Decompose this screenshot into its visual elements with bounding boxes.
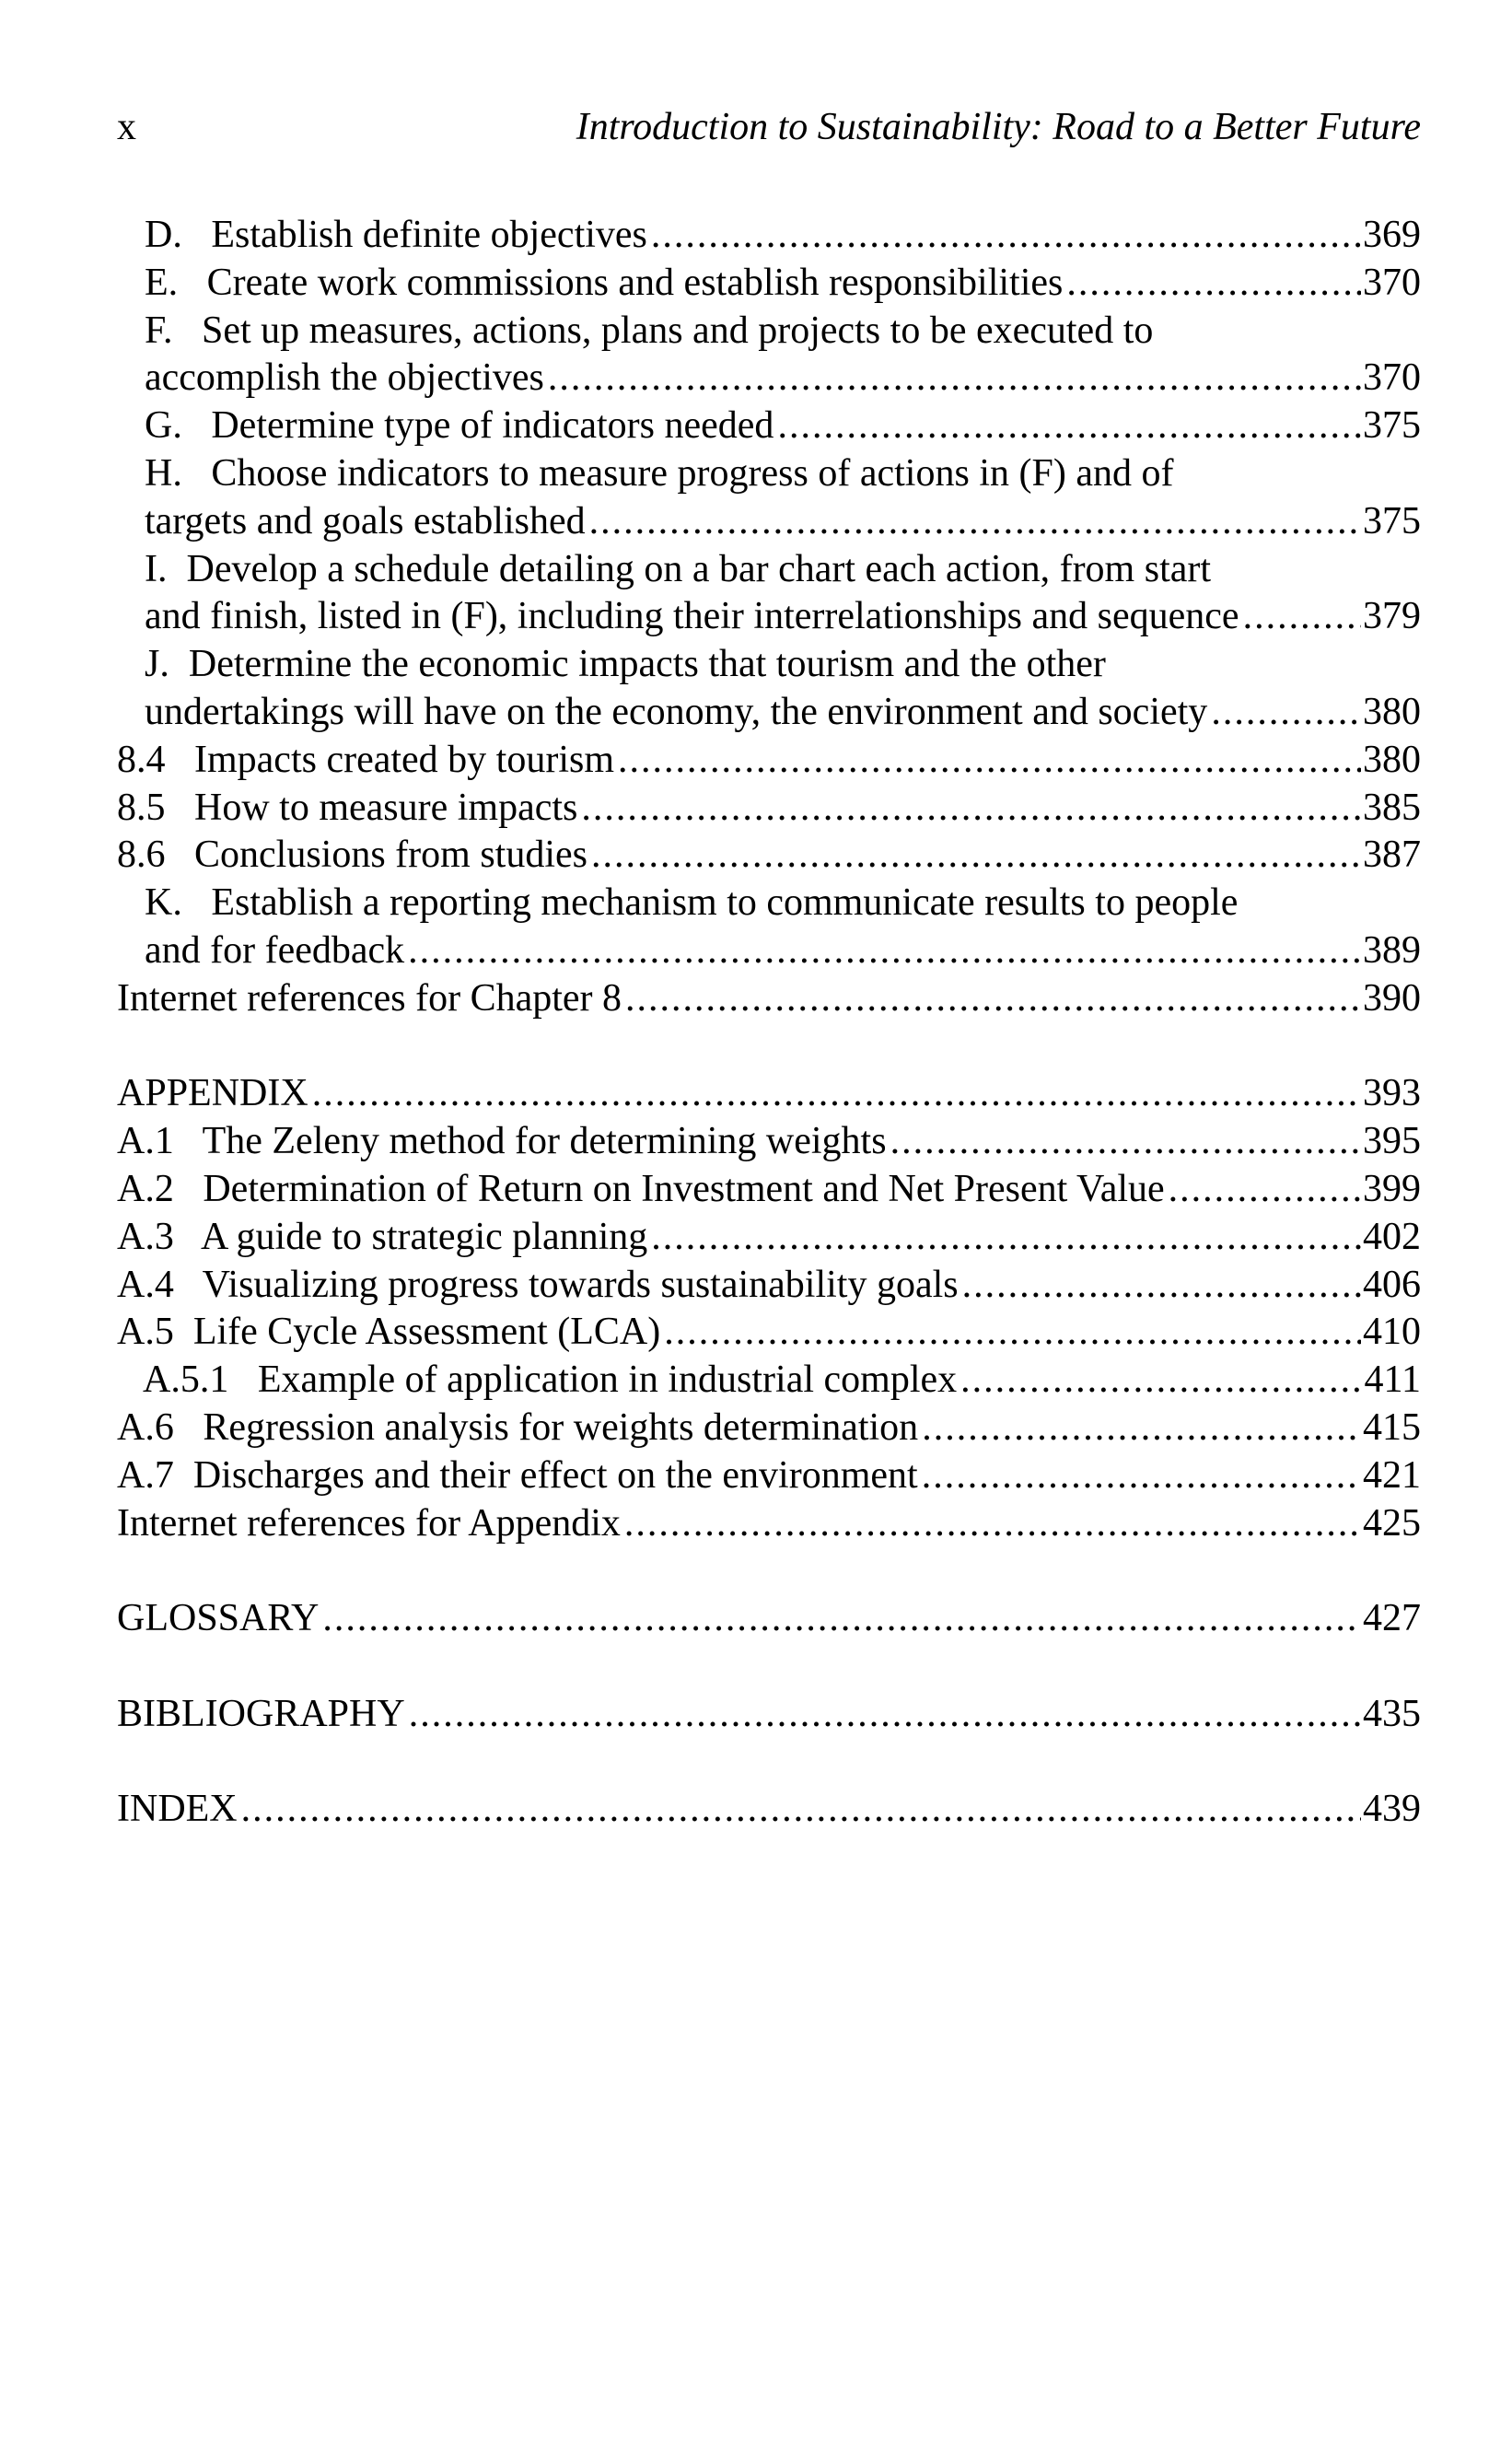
toc-entry-title: Determine type of indicators needed (211, 404, 774, 448)
dot-leader (624, 1500, 1361, 1548)
toc-entry-page: 410 (1363, 1311, 1421, 1354)
toc-entry-number: F. (145, 309, 173, 352)
table-of-contents (117, 212, 1421, 1834)
dot-leader (409, 1691, 1361, 1739)
dot-leader (1169, 1166, 1361, 1214)
toc-entry-page: 390 (1363, 976, 1421, 1020)
toc-entry-title: Conclusions from studies (194, 834, 587, 877)
toc-entry-title: Establish a reporting mechanism to communicate results to people (211, 881, 1239, 925)
toc-entry[interactable] (117, 212, 1421, 260)
toc-entry-page: 380 (1363, 738, 1421, 781)
toc-entry-page: 380 (1363, 690, 1421, 733)
toc-entry-number: K. (145, 881, 182, 925)
toc-entry-subsection[interactable] (117, 1357, 1421, 1405)
toc-entry-title: Life Cycle Assessment (LCA) (192, 1311, 661, 1354)
toc-entry-title: Determine the economic impacts that tourism and the other (188, 643, 1106, 686)
toc-entry-page: 411 (1364, 1358, 1421, 1402)
dot-leader (962, 1262, 1361, 1310)
dot-leader (1211, 689, 1361, 737)
toc-entry-number: H. (145, 451, 182, 495)
page-folio: x (117, 106, 136, 148)
toc-entry-title: GLOSSARY (117, 1597, 320, 1640)
toc-entry-title: Develop a schedule detailing on a bar chart each action, from start (186, 547, 1212, 590)
book-title: Introduction to Sustainability: Road to a Better Future (576, 106, 1421, 148)
dot-leader (581, 785, 1361, 833)
dot-leader (241, 1786, 1361, 1834)
toc-entry[interactable] (117, 1118, 1421, 1166)
toc-entry-title-continued: and for feedback (145, 928, 405, 972)
toc-entry-continuation[interactable] (117, 498, 1421, 546)
toc-entry-title: Set up measures, actions, plans and projects to be executed to (202, 309, 1154, 352)
toc-entry[interactable] (117, 737, 1421, 785)
dot-leader (1066, 260, 1361, 308)
toc-entry-title-continued: and finish, listed in (F), including their interrelationships and sequence (145, 595, 1239, 638)
toc-entry-page: 370 (1363, 356, 1421, 400)
toc-entry-page: 402 (1363, 1215, 1421, 1258)
toc-entry-glossary[interactable] (117, 1595, 1421, 1643)
toc-entry-title: Determination of Return on Investment and Net Present Value (203, 1167, 1165, 1210)
toc-entry-title: BIBLIOGRAPHY (117, 1692, 405, 1735)
toc-entry-page: 389 (1363, 928, 1421, 972)
toc-entry[interactable] (117, 402, 1421, 450)
dot-leader (312, 1070, 1361, 1118)
toc-entry-page: 425 (1363, 1501, 1421, 1545)
toc-entry-title: APPENDIX (117, 1072, 308, 1115)
dot-leader (960, 1357, 1362, 1405)
toc-entry-first-line[interactable] (117, 546, 1421, 594)
dot-leader (625, 975, 1361, 1023)
toc-entry-page: 393 (1363, 1072, 1421, 1115)
toc-entry-page: 439 (1363, 1788, 1421, 1831)
toc-entry-number: 8.5 (117, 786, 166, 829)
toc-entry[interactable] (117, 1452, 1421, 1500)
toc-entry-title: Example of application in industrial complex (257, 1358, 958, 1402)
toc-entry-title: Internet references for Appendix (117, 1501, 621, 1545)
toc-entry[interactable] (117, 975, 1421, 1023)
toc-entry[interactable] (117, 1262, 1421, 1310)
toc-entry-number: D. (145, 214, 182, 256)
toc-entry-first-line[interactable] (117, 880, 1421, 927)
toc-entry-continuation[interactable] (117, 355, 1421, 402)
toc-entry-page: 375 (1363, 499, 1421, 542)
toc-entry-number: A.5.1 (143, 1358, 229, 1402)
toc-entry-continuation[interactable] (117, 927, 1421, 975)
toc-entry-page: 427 (1363, 1597, 1421, 1640)
toc-entry[interactable] (117, 1214, 1421, 1262)
toc-entry-title: Create work commissions and establish responsibilities (206, 261, 1064, 304)
toc-entry-title: How to measure impacts (194, 786, 578, 829)
toc-entry-title: Impacts created by tourism (194, 738, 615, 781)
dot-leader (890, 1118, 1361, 1166)
toc-entry-page: 421 (1363, 1453, 1421, 1497)
toc-entry-number: A.2 (117, 1167, 174, 1210)
toc-entry-number: A.6 (117, 1405, 174, 1449)
toc-entry-title: Establish definite objectives (211, 214, 647, 256)
dot-leader (591, 832, 1361, 880)
toc-entry-page: 375 (1363, 404, 1421, 448)
toc-entry-number: A.5 (117, 1311, 174, 1354)
dot-leader (664, 1309, 1361, 1357)
section-gap (117, 1023, 1421, 1071)
section-gap (117, 1739, 1421, 1787)
section-gap (117, 1643, 1421, 1691)
toc-entry-number: 8.6 (117, 834, 166, 877)
toc-entry-number: A.4 (117, 1263, 174, 1306)
toc-entry-page: 415 (1363, 1405, 1421, 1449)
dot-leader (777, 402, 1361, 450)
toc-entry-page: 369 (1363, 214, 1421, 256)
toc-entry-number: 8.4 (117, 738, 166, 781)
running-head (117, 99, 1421, 155)
toc-entry-number: A.7 (117, 1453, 174, 1497)
toc-entry-page: 435 (1363, 1692, 1421, 1735)
toc-entry-page: 399 (1363, 1167, 1421, 1210)
toc-entry[interactable] (117, 1309, 1421, 1357)
dot-leader (651, 212, 1361, 260)
dot-leader (548, 355, 1361, 402)
toc-entry-title-continued: accomplish the objectives (145, 356, 544, 400)
section-gap (117, 1547, 1421, 1595)
toc-entry-appendix[interactable] (117, 1070, 1421, 1118)
dot-leader (1243, 593, 1361, 641)
toc-entry-title: The Zeleny method for determining weights (202, 1120, 887, 1163)
toc-entry-page: 379 (1363, 595, 1421, 638)
dot-leader (618, 737, 1361, 785)
dot-leader (408, 927, 1361, 975)
toc-entry-continuation[interactable] (117, 689, 1421, 737)
toc-entry-title-continued: targets and goals established (145, 499, 586, 542)
toc-entry-page: 387 (1363, 834, 1421, 877)
toc-entry[interactable] (117, 1166, 1421, 1214)
toc-entry-title-continued: undertakings will have on the economy, the environment and society (145, 690, 1208, 733)
toc-entry-title: A guide to strategic planning (201, 1215, 648, 1258)
toc-entry-page: 406 (1363, 1263, 1421, 1306)
toc-entry-number: I. (145, 547, 168, 590)
toc-entry-number: G. (145, 404, 182, 448)
toc-entry[interactable] (117, 260, 1421, 308)
toc-entry-title: Discharges and their effect on the environment (192, 1453, 918, 1497)
toc-entry-title: Choose indicators to measure progress of actions in (F) and of (211, 451, 1174, 495)
toc-entry-number: E. (145, 261, 179, 304)
toc-entry-title: Visualizing progress towards sustainability goals (202, 1263, 959, 1306)
toc-entry-bibliography[interactable] (117, 1691, 1421, 1739)
dot-leader (922, 1405, 1361, 1452)
dot-leader (651, 1214, 1361, 1262)
dot-leader (589, 498, 1361, 546)
toc-entry-first-line[interactable] (117, 450, 1421, 498)
toc-entry-page: 395 (1363, 1120, 1421, 1163)
toc-entry[interactable] (117, 1500, 1421, 1548)
toc-entry-continuation[interactable] (117, 593, 1421, 641)
toc-entry-page: 385 (1363, 786, 1421, 829)
toc-entry-page: 370 (1363, 261, 1421, 304)
toc-entry-number: J. (145, 643, 169, 686)
toc-entry-title: Regression analysis for weights determination (203, 1405, 919, 1449)
toc-entry-first-line[interactable] (117, 641, 1421, 689)
dot-leader (922, 1452, 1361, 1500)
toc-entry-title: INDEX (117, 1788, 238, 1831)
toc-entry-number: A.1 (117, 1120, 174, 1163)
toc-entry-number: A.3 (117, 1215, 174, 1258)
toc-entry[interactable] (117, 1405, 1421, 1452)
toc-entry[interactable] (117, 785, 1421, 833)
toc-entry[interactable] (117, 832, 1421, 880)
toc-entry-first-line[interactable] (117, 308, 1421, 356)
toc-entry-index[interactable] (117, 1786, 1421, 1834)
dot-leader (322, 1595, 1361, 1643)
toc-entry-title: Internet references for Chapter 8 (117, 976, 622, 1020)
